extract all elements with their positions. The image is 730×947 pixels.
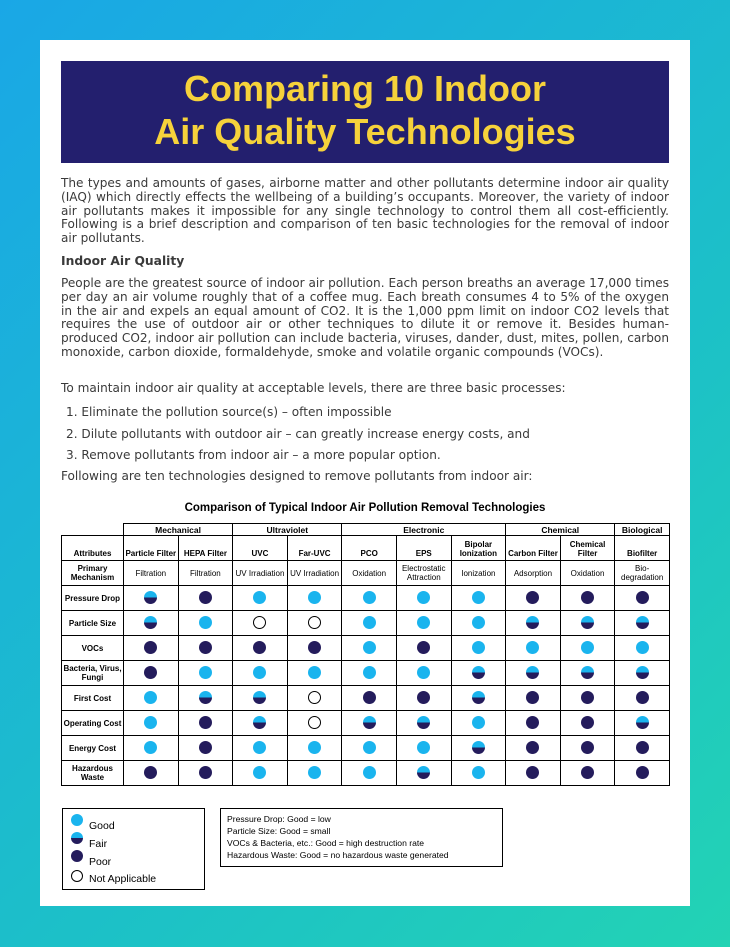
rating-poor-dot [199, 591, 212, 604]
rating-good-dot [417, 616, 430, 629]
rating-poor-dot [308, 641, 321, 654]
note-line: Pressure Drop: Good = low [227, 814, 331, 824]
rating-fair-dot [417, 766, 430, 779]
legend-fair: Fair [71, 832, 107, 844]
legend-poor: Poor [71, 850, 111, 862]
rating-poor-dot [581, 741, 594, 754]
attribute-label: Pressure Drop [62, 586, 124, 611]
rating-cell [615, 736, 670, 761]
rating-poor-dot [581, 716, 594, 729]
rating-cell [506, 636, 561, 661]
rating-cell [560, 736, 615, 761]
rating-cell [342, 736, 397, 761]
rating-cell [178, 761, 233, 786]
rating-cell [178, 611, 233, 636]
rating-poor-dot [636, 691, 649, 704]
attribute-label: First Cost [62, 686, 124, 711]
rating-cell [396, 711, 451, 736]
rating-good-dot [417, 666, 430, 679]
rating-fair-dot [636, 666, 649, 679]
rating-cell [233, 636, 288, 661]
rating-cell [560, 686, 615, 711]
attribute-label: Bacteria, Virus, Fungi [62, 661, 124, 686]
group-ultraviolet: Ultraviolet [233, 524, 342, 536]
rating-na-dot [308, 716, 321, 729]
note-line: VOCs & Bacteria, etc.: Good = high destruction rate [227, 838, 425, 848]
rating-cell [451, 761, 506, 786]
rating-cell [396, 686, 451, 711]
rating-poor-dot [199, 741, 212, 754]
rating-cell [560, 586, 615, 611]
mechanism-cell: Adsorption [506, 561, 561, 586]
rating-poor-dot [144, 641, 157, 654]
rating-cell [506, 661, 561, 686]
rating-good-dot [417, 741, 430, 754]
title-line-1: Comparing 10 Indoor [183, 68, 547, 109]
rating-cell [287, 711, 342, 736]
mechanism-cell: Ionization [451, 561, 506, 586]
rating-cell [506, 586, 561, 611]
rating-fair-dot [581, 616, 594, 629]
attribute-label: Operating Cost [62, 711, 124, 736]
rating-cell [124, 711, 179, 736]
rating-fair-dot [526, 666, 539, 679]
rating-fair-dot [417, 716, 430, 729]
document-page [40, 40, 690, 906]
rating-good-dot [472, 616, 485, 629]
rating-poor-dot [526, 591, 539, 604]
rating-good-dot [308, 591, 321, 604]
paragraph-processes: To maintain indoor air quality at acceptable levels, there are three basic processes: [61, 381, 566, 395]
mechanism-cell: Bio-degradation [615, 561, 670, 586]
rating-cell [506, 761, 561, 786]
rating-poor-dot [199, 716, 212, 729]
rating-cell [451, 686, 506, 711]
rating-good-dot [363, 591, 376, 604]
table-row [62, 586, 670, 611]
technology-header: Bipolar Ionization [451, 536, 506, 561]
rating-cell [342, 686, 397, 711]
rating-fair-dot [472, 741, 485, 754]
rating-good-dot [308, 741, 321, 754]
rating-cell [233, 686, 288, 711]
rating-poor-dot [417, 641, 430, 654]
mechanism-cell: Electrostatic Attraction [396, 561, 451, 586]
rating-poor-dot [144, 766, 157, 779]
rating-good-dot [636, 641, 649, 654]
rating-na-dot [253, 616, 266, 629]
rating-cell [124, 661, 179, 686]
rating-good-dot [363, 741, 376, 754]
rating-cell [178, 636, 233, 661]
group-mechanical: Mechanical [124, 524, 233, 536]
rating-fair-dot [253, 716, 266, 729]
rating-fair-dot [472, 666, 485, 679]
rating-poor-dot [199, 641, 212, 654]
rating-cell [560, 761, 615, 786]
rating-cell [615, 636, 670, 661]
rating-good-dot [363, 766, 376, 779]
technology-header: Particle Filter [124, 536, 179, 561]
rating-cell [506, 611, 561, 636]
table-row [62, 686, 670, 711]
rating-cell [233, 711, 288, 736]
rating-na-dot [308, 616, 321, 629]
rating-cell [615, 661, 670, 686]
rating-cell [233, 586, 288, 611]
fair-dot-icon [71, 832, 83, 844]
rating-fair-dot [363, 716, 376, 729]
rating-poor-dot [417, 691, 430, 704]
rating-good-dot [199, 616, 212, 629]
rating-poor-dot [526, 691, 539, 704]
section-heading: Indoor Air Quality [61, 254, 185, 268]
rating-good-dot [253, 666, 266, 679]
table-row [62, 736, 670, 761]
not-applicable-circle-icon [71, 870, 83, 882]
rating-cell [287, 636, 342, 661]
rating-cell [451, 586, 506, 611]
rating-cell [451, 611, 506, 636]
rating-poor-dot [636, 741, 649, 754]
technology-header: PCO [342, 536, 397, 561]
list-item: 3. Remove pollutants from indoor air – a more popular option. [66, 448, 441, 462]
rating-cell [560, 611, 615, 636]
rating-cell [506, 686, 561, 711]
rating-cell [451, 661, 506, 686]
table-row [62, 636, 670, 661]
rating-good-dot [144, 716, 157, 729]
rating-good-dot [253, 741, 266, 754]
group-chemical: Chemical [506, 524, 615, 536]
rating-poor-dot [253, 641, 266, 654]
attribute-label: VOCs [62, 636, 124, 661]
rating-fair-dot [526, 616, 539, 629]
group-biological: Biological [615, 524, 670, 536]
rating-cell [396, 586, 451, 611]
rating-cell [396, 661, 451, 686]
rating-cell [287, 761, 342, 786]
technology-header: HEPA Filter [178, 536, 233, 561]
rating-poor-dot [199, 766, 212, 779]
table-title: Comparison of Typical Indoor Air Pollution Removal Technologies [184, 502, 546, 514]
paragraph-indoor-pollution: People are the greatest source of indoor air pollution. Each person breaths an average 17,000 times per day an air volume roughly that of a coffee mug. Each breath consumes 4 to 5% of the oxygen in the air and expels an equal amount of CO2. It is the 1,000 ppm limit on indoor CO2 levels that requires the use of outdoor air or other techniques to dilute it or remove it. Besides human-produced CO2, indoor air pollution can include bacteria, viruses, dander, dust, mites, pollen, carbon monoxide, carbon dioxide, formaldehyde, smoke and volatile organic compounds (VOCs). [61, 276, 669, 359]
rating-cell [124, 586, 179, 611]
rating-cell [178, 686, 233, 711]
rating-cell [287, 661, 342, 686]
rating-cell [615, 586, 670, 611]
rating-fair-dot [581, 666, 594, 679]
list-item: 2. Dilute pollutants with outdoor air – can greatly increase energy costs, and [66, 427, 530, 441]
technology-header: Biofilter [615, 536, 670, 561]
rating-cell [615, 611, 670, 636]
legend [62, 808, 205, 890]
group-electronic: Electronic [342, 524, 506, 536]
table-row [62, 661, 670, 686]
rating-good-dot [526, 641, 539, 654]
rating-cell [287, 736, 342, 761]
rating-good-dot [363, 666, 376, 679]
rating-good-dot [144, 741, 157, 754]
rating-cell [178, 661, 233, 686]
mechanism-row [62, 561, 670, 586]
rating-cell [233, 736, 288, 761]
rating-good-dot [253, 766, 266, 779]
rating-cell [615, 711, 670, 736]
rating-poor-dot [636, 766, 649, 779]
rating-cell [615, 761, 670, 786]
technology-header: UVC [233, 536, 288, 561]
rating-cell [124, 761, 179, 786]
rating-good-dot [144, 691, 157, 704]
rating-cell [560, 661, 615, 686]
rating-good-dot [472, 716, 485, 729]
rating-cell [342, 661, 397, 686]
mechanism-cell: Filtration [178, 561, 233, 586]
rating-good-dot [363, 641, 376, 654]
rating-fair-dot [199, 691, 212, 704]
rating-cell [342, 611, 397, 636]
legend-na: Not Applicable [71, 870, 156, 882]
rating-cell [396, 636, 451, 661]
rating-cell [233, 611, 288, 636]
rating-fair-dot [144, 616, 157, 629]
rating-cell [124, 686, 179, 711]
rating-cell [342, 586, 397, 611]
rating-cell [124, 636, 179, 661]
paragraph-technologies: Following are ten technologies designed to remove pollutants from indoor air: [61, 469, 533, 483]
rating-poor-dot [526, 741, 539, 754]
intro-paragraph: The types and amounts of gases, airborne matter and other pollutants determine indoor air quality (IAQ) which directly effects the wellbeing of a building’s occupants. Moreover, the variety of indoor air pollutants makes it impossible for any single technology to control them all cost-efficiently. Following is a brief description and comparison of ten basic technologies for the removal of indoor air pollutants. [61, 176, 669, 246]
table-row [62, 611, 670, 636]
rating-cell [342, 711, 397, 736]
rating-good-dot [472, 641, 485, 654]
rating-cell [451, 711, 506, 736]
title-banner [61, 61, 669, 163]
attribute-label: Hazardous Waste [62, 761, 124, 786]
table-row [62, 711, 670, 736]
rating-fair-dot [144, 591, 157, 604]
list-item: 1. Eliminate the pollution source(s) – often impossible [66, 405, 392, 419]
technology-header: Chemical Filter [560, 536, 615, 561]
rating-cell [287, 686, 342, 711]
group-header-row [62, 524, 670, 536]
rating-cell [124, 611, 179, 636]
mechanism-cell: Oxidation [342, 561, 397, 586]
rating-na-dot [308, 691, 321, 704]
rating-cell [233, 661, 288, 686]
rating-poor-dot [581, 591, 594, 604]
mechanism-label: Primary Mechanism [62, 561, 124, 586]
rating-cell [451, 736, 506, 761]
notes-box [220, 808, 503, 867]
technology-header-row [62, 536, 670, 561]
rating-poor-dot [581, 691, 594, 704]
rating-cell [560, 636, 615, 661]
rating-fair-dot [253, 691, 266, 704]
rating-poor-dot [581, 766, 594, 779]
rating-cell [233, 761, 288, 786]
rating-good-dot [472, 766, 485, 779]
rating-good-dot [363, 616, 376, 629]
rating-good-dot [253, 591, 266, 604]
rating-cell [396, 611, 451, 636]
attribute-label: Particle Size [62, 611, 124, 636]
rating-good-dot [417, 591, 430, 604]
legend-good: Good [71, 814, 115, 826]
rating-cell [396, 761, 451, 786]
rating-poor-dot [526, 766, 539, 779]
rating-cell [178, 586, 233, 611]
comparison-table [61, 523, 670, 786]
rating-cell [506, 711, 561, 736]
attribute-label: Energy Cost [62, 736, 124, 761]
rating-fair-dot [472, 691, 485, 704]
mechanism-cell: UV Irradiation [287, 561, 342, 586]
rating-cell [615, 686, 670, 711]
rating-cell [287, 611, 342, 636]
rating-poor-dot [363, 691, 376, 704]
rating-good-dot [472, 591, 485, 604]
mechanism-cell: Filtration [124, 561, 179, 586]
rating-cell [287, 586, 342, 611]
poor-dot-icon [71, 850, 83, 862]
technology-header: EPS [396, 536, 451, 561]
rating-cell [342, 761, 397, 786]
mechanism-cell: UV Irradiation [233, 561, 288, 586]
title-line-2: Air Quality Technologies [154, 111, 576, 152]
attributes-label: Attributes [62, 536, 124, 561]
note-line: Hazardous Waste: Good = no hazardous waste generated [227, 850, 449, 860]
rating-cell [506, 736, 561, 761]
technology-header: Carbon Filter [506, 536, 561, 561]
note-line: Particle Size: Good = small [227, 826, 331, 836]
rating-poor-dot [526, 716, 539, 729]
rating-fair-dot [636, 716, 649, 729]
rating-cell [178, 736, 233, 761]
table-row [62, 761, 670, 786]
rating-cell [178, 711, 233, 736]
rating-fair-dot [636, 616, 649, 629]
rating-good-dot [581, 641, 594, 654]
rating-cell [451, 636, 506, 661]
rating-cell [560, 711, 615, 736]
mechanism-cell: Oxidation [560, 561, 615, 586]
rating-cell [396, 736, 451, 761]
rating-cell [124, 736, 179, 761]
rating-good-dot [199, 666, 212, 679]
rating-poor-dot [636, 591, 649, 604]
good-dot-icon [71, 814, 83, 826]
rating-poor-dot [144, 666, 157, 679]
rating-cell [342, 636, 397, 661]
technology-header: Far-UVC [287, 536, 342, 561]
rating-good-dot [308, 666, 321, 679]
rating-good-dot [308, 766, 321, 779]
